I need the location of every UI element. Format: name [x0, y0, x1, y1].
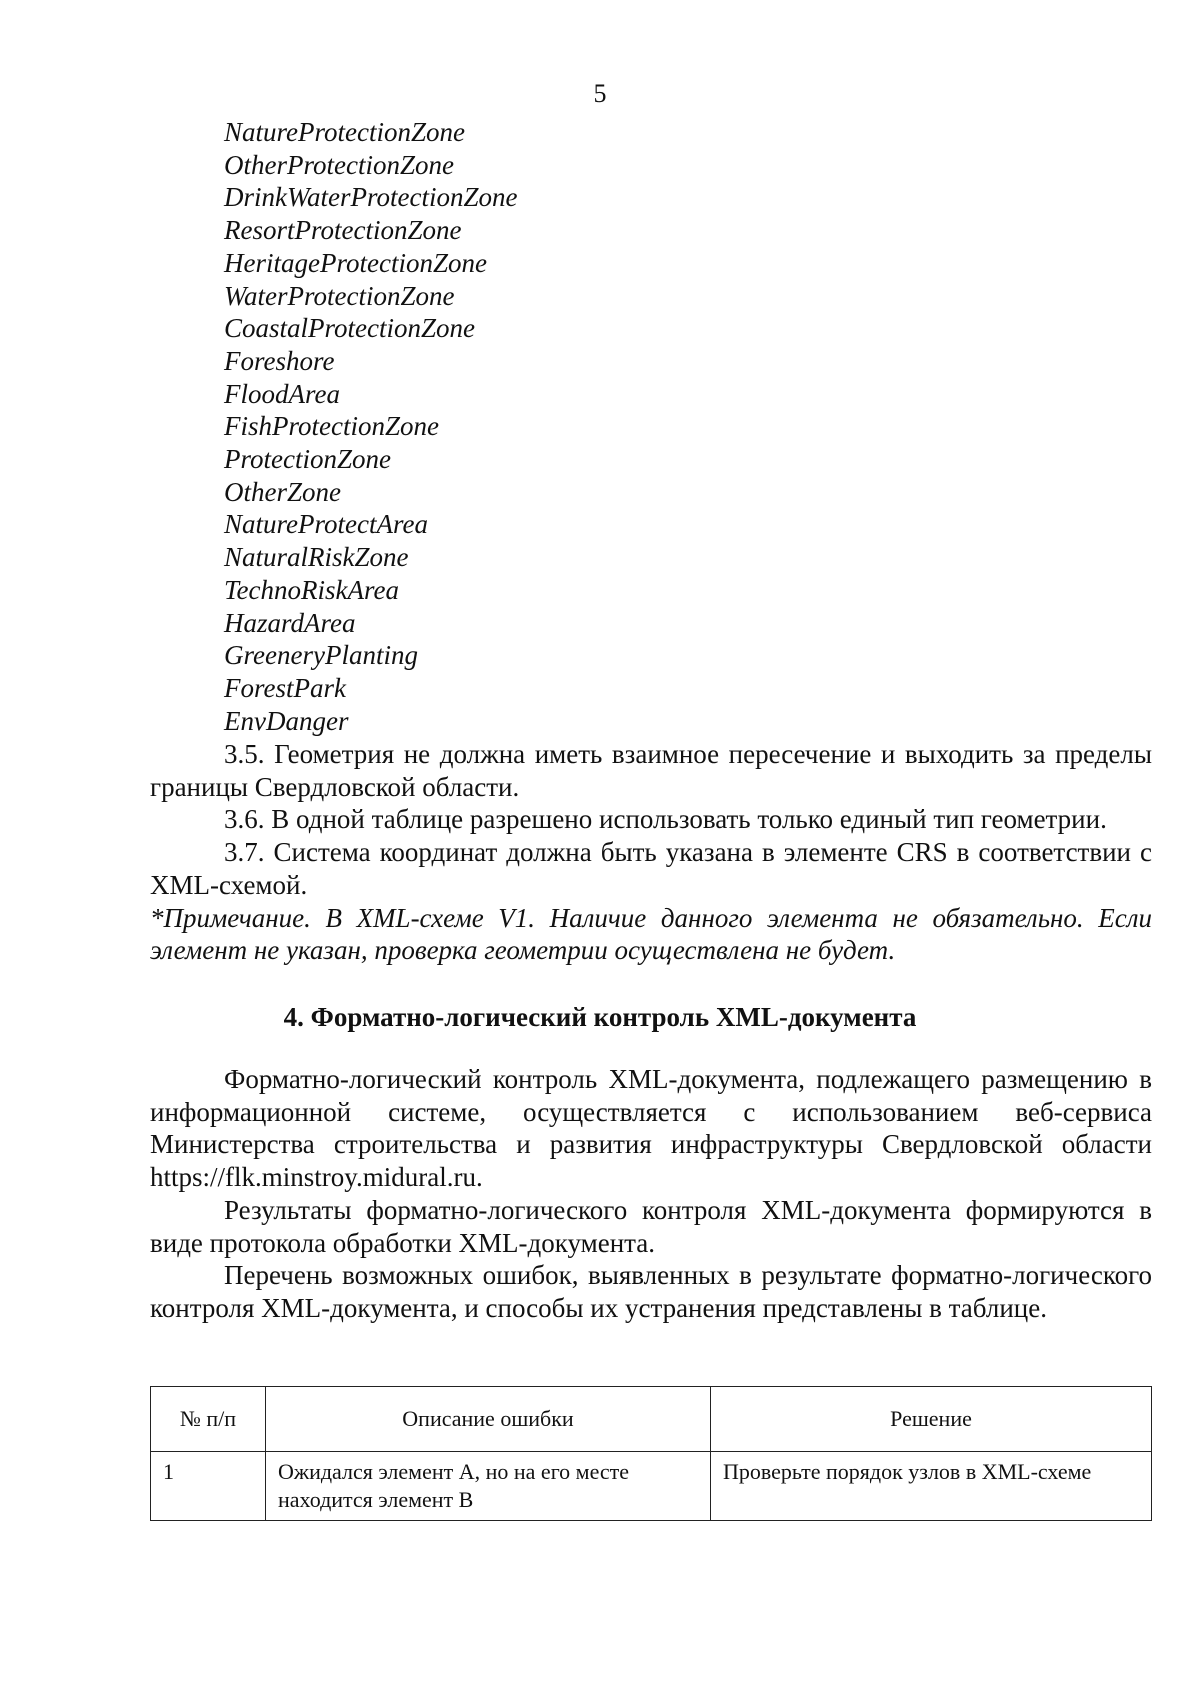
table-header-row	[151, 1387, 1152, 1452]
errors-table	[150, 1386, 1152, 1521]
page-number: 5	[593, 79, 607, 108]
section-4-body	[150, 1063, 1152, 1325]
zone-item: WaterProtectionZone	[224, 280, 455, 311]
zone-item: NatureProtectArea	[224, 509, 428, 540]
zone-item: TechnoRiskArea	[224, 574, 399, 605]
zone-item: FishProtectionZone	[224, 411, 439, 442]
zone-item: ResortProtectionZone	[224, 215, 462, 246]
zone-item: FloodArea	[224, 378, 340, 409]
zone-item: NatureProtectionZone	[224, 117, 465, 147]
table-row	[151, 1452, 1152, 1521]
zone-item: ForestPark	[224, 672, 346, 703]
cell-number: 1	[151, 1452, 266, 1521]
zone-item: OtherProtectionZone	[224, 149, 454, 180]
zone-list	[224, 116, 517, 737]
zone-item: CoastalProtectionZone	[224, 313, 475, 344]
header-description: Описание ошибки	[266, 1387, 711, 1452]
zone-item: ProtectionZone	[224, 444, 391, 475]
rule-3-6: 3.6. В одной таблице разрешено использовать только единый тип геометрии.	[224, 804, 1107, 835]
zone-item: EnvDanger	[224, 705, 349, 736]
paragraph-flk-service: Форматно-логический контроль XML-документа, подлежащего размещению в информационной системе, осуществляется с использованием веб-сервиса Министерства строительства и развития инфраструктуры Свердловской области https://flk.minstroy.midural.ru.	[150, 1064, 1152, 1193]
paragraph-error-list: Перечень возможных ошибок, выявленных в результате форматно-логического контроля XML-документа, и способы их устранения представлены в таблице.	[150, 1260, 1152, 1323]
zone-item: HeritageProtectionZone	[224, 247, 487, 278]
header-solution: Решение	[711, 1387, 1152, 1452]
geometry-note: *Примечание. В XML-схеме V1. Наличие данного элемента не обязательно. Если элемент не указан, проверка геометрии осуществлена не будет.	[150, 902, 1152, 966]
zone-item: GreeneryPlanting	[224, 640, 418, 671]
rules-section	[150, 738, 1152, 967]
rule-3-7: 3.7. Система координат должна быть указана в элементе CRS в соответствии с XML-схемой.	[150, 837, 1152, 900]
zone-item: NaturalRiskZone	[224, 542, 409, 573]
zone-item: HazardArea	[224, 607, 356, 638]
paragraph-results: Результаты форматно-логического контроля XML-документа формируются в виде протокола обработки XML-документа.	[150, 1194, 1152, 1258]
rule-3-5: 3.5. Геометрия не должна иметь взаимное пересечение и выходить за пределы границы Свердловской области.	[150, 739, 1152, 802]
zone-item: DrinkWaterProtectionZone	[224, 182, 518, 213]
cell-solution: Проверьте порядок узлов в XML-схеме	[711, 1452, 1152, 1521]
cell-description: Ожидался элемент A, но на его месте находится элемент B	[266, 1452, 711, 1521]
zone-item: Foreshore	[224, 345, 335, 376]
zone-item: OtherZone	[224, 476, 341, 507]
section-4-heading: 4. Форматно-логический контроль XML-документа	[283, 1002, 917, 1032]
header-number: № п/п	[151, 1387, 266, 1452]
